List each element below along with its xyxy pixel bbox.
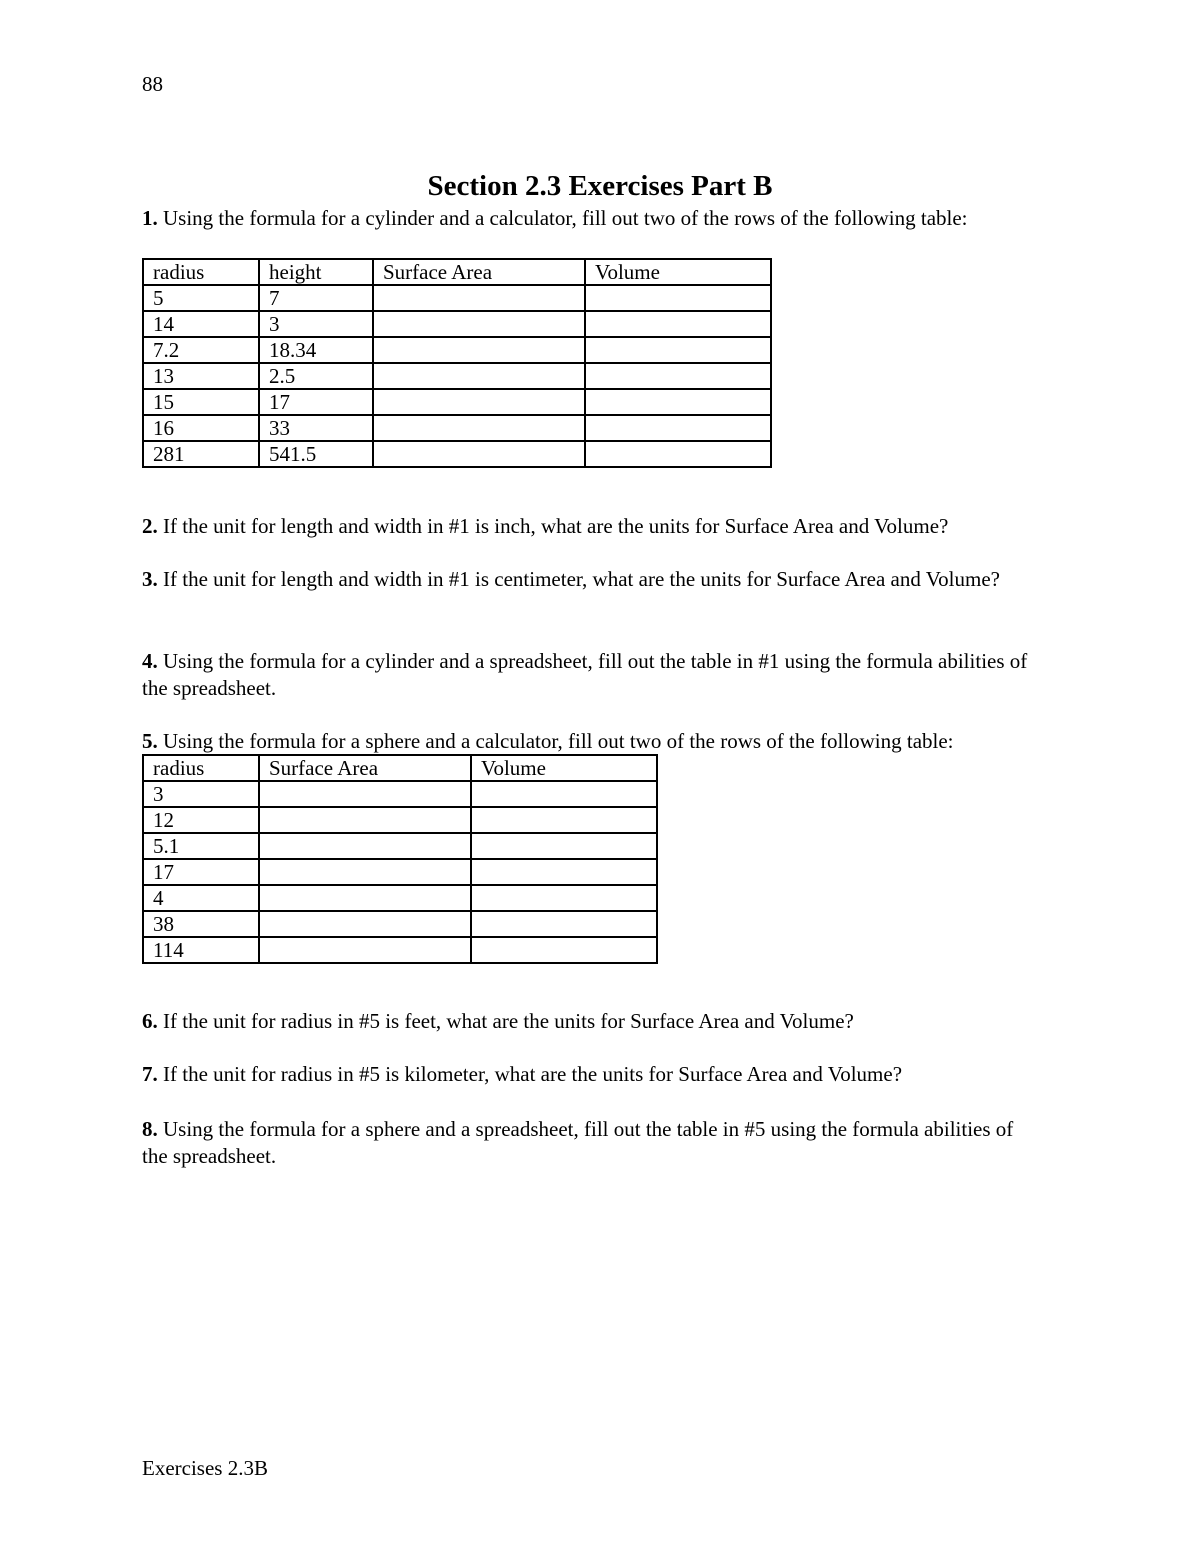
table-row (143, 833, 657, 859)
table-cell: 5 (143, 285, 259, 311)
table-cell: 3 (259, 311, 373, 337)
table-row (143, 337, 771, 363)
question-2 (142, 513, 1062, 540)
table-cell: 3 (143, 781, 259, 807)
table-cell (585, 389, 771, 415)
table-cell (471, 937, 657, 963)
question-1 (142, 205, 1022, 232)
table-cell (471, 807, 657, 833)
question-4 (142, 648, 1042, 702)
table-header-row (143, 755, 657, 781)
question-text: If the unit for length and width in #1 is centimeter, what are the units for Surface Area and Volume? (157, 567, 1000, 591)
sphere-table (142, 754, 658, 964)
question-number: 2. (142, 514, 158, 538)
table-row (143, 937, 657, 963)
question-8 (142, 1116, 1032, 1170)
table-cell (259, 885, 471, 911)
table-cell: 4 (143, 885, 259, 911)
page-number: 88 (142, 72, 163, 96)
table-cell (373, 337, 585, 363)
table-row (143, 311, 771, 337)
table-cell: 7 (259, 285, 373, 311)
table-cell (373, 389, 585, 415)
question-7 (142, 1061, 1062, 1088)
table-cell (471, 859, 657, 885)
table-header-cell: Surface Area (373, 259, 585, 285)
table-row (143, 441, 771, 467)
table-cell (259, 807, 471, 833)
table-cell: 33 (259, 415, 373, 441)
table-cell (471, 781, 657, 807)
question-number: 8. (142, 1117, 158, 1141)
table-cell (471, 833, 657, 859)
table-cell (373, 415, 585, 441)
question-3 (142, 566, 1032, 593)
table-cell (585, 311, 771, 337)
table-cell: 17 (143, 859, 259, 885)
table-cell (373, 363, 585, 389)
table-cell: 2.5 (259, 363, 373, 389)
table-cell: 7.2 (143, 337, 259, 363)
table-header-cell: Volume (471, 755, 657, 781)
table-cell: 38 (143, 911, 259, 937)
table-row (143, 911, 657, 937)
table-row (143, 285, 771, 311)
table-row (143, 415, 771, 441)
table-cell (471, 885, 657, 911)
page-title: Section 2.3 Exercises Part B (427, 170, 773, 202)
table-header-cell: Surface Area (259, 755, 471, 781)
cylinder-table (142, 258, 772, 468)
table-header-cell: radius (143, 755, 259, 781)
table-cell: 12 (143, 807, 259, 833)
table-header-cell: radius (143, 259, 259, 285)
table-cell (373, 311, 585, 337)
table-cell (585, 363, 771, 389)
question-text: Using the formula for a sphere and a calculator, fill out two of the rows of the following table: (157, 729, 954, 753)
table-row (143, 363, 771, 389)
table-cell: 14 (143, 311, 259, 337)
table-cell: 114 (143, 937, 259, 963)
table-cell (471, 911, 657, 937)
question-6 (142, 1008, 1062, 1035)
question-text: If the unit for radius in #5 is feet, what are the units for Surface Area and Volume? (157, 1009, 854, 1033)
table-cell: 5.1 (143, 833, 259, 859)
table-cell: 16 (143, 415, 259, 441)
question-number: 7. (142, 1062, 158, 1086)
table-cell (259, 859, 471, 885)
question-text: If the unit for radius in #5 is kilometer, what are the units for Surface Area and Volume? (157, 1062, 903, 1086)
table-cell: 541.5 (259, 441, 373, 467)
table-header-cell: Volume (585, 259, 771, 285)
table-cell (585, 441, 771, 467)
table-cell (373, 441, 585, 467)
page-footer: Exercises 2.3B (142, 1456, 268, 1480)
table-cell (259, 911, 471, 937)
table-cell: 281 (143, 441, 259, 467)
question-number: 6. (142, 1009, 158, 1033)
question-number: 4. (142, 649, 158, 673)
question-5 (142, 728, 1062, 755)
table-cell: 17 (259, 389, 373, 415)
question-number: 1. (142, 206, 158, 230)
table-row (143, 859, 657, 885)
table-header-row (143, 259, 771, 285)
table-cell (585, 415, 771, 441)
table-cell (585, 337, 771, 363)
question-text: If the unit for length and width in #1 is inch, what are the units for Surface Area and Volume? (157, 514, 949, 538)
question-text: Using the formula for a sphere and a spreadsheet, fill out the table in #5 using the formula abilities of the spreadsheet. (142, 1117, 1014, 1168)
table-row (143, 885, 657, 911)
question-number: 3. (142, 567, 158, 591)
table-row (143, 389, 771, 415)
table-cell (585, 285, 771, 311)
table-row (143, 781, 657, 807)
table-cell: 15 (143, 389, 259, 415)
table-cell (373, 285, 585, 311)
question-text: Using the formula for a cylinder and a calculator, fill out two of the rows of the following table: (157, 206, 968, 230)
table-cell (259, 781, 471, 807)
table-cell (259, 937, 471, 963)
table-cell (259, 833, 471, 859)
table-cell: 13 (143, 363, 259, 389)
table-row (143, 807, 657, 833)
question-text: Using the formula for a cylinder and a spreadsheet, fill out the table in #1 using the formula abilities of the spreadsheet. (142, 649, 1028, 700)
question-number: 5. (142, 729, 158, 753)
table-cell: 18.34 (259, 337, 373, 363)
table-header-cell: height (259, 259, 373, 285)
